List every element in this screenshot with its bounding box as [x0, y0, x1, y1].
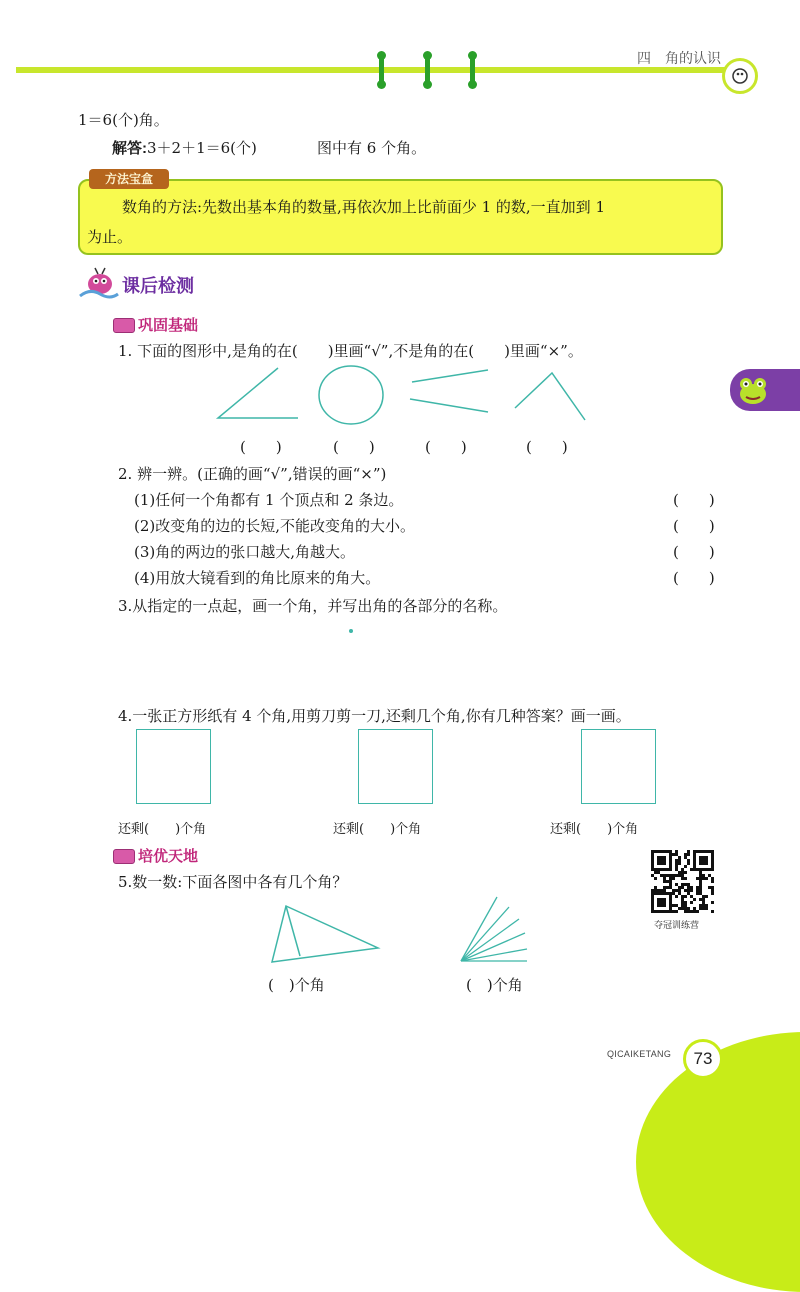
- subsection-title-advanced: 培优天地: [138, 848, 199, 865]
- qr-cell: [705, 895, 708, 898]
- qr-cell: [711, 868, 714, 871]
- qr-cell: [669, 868, 672, 871]
- method-tag: 方法宝盒: [89, 169, 169, 189]
- qr-code-icon[interactable]: [651, 850, 714, 913]
- chapter-title: 四 角的认识: [637, 50, 721, 66]
- answer-blank[interactable]: ( ): [673, 491, 715, 509]
- figure-circle: [319, 366, 383, 424]
- qr-caption: 夺冠训练营: [654, 921, 700, 931]
- page-number: 73: [683, 1039, 723, 1079]
- qr-cell: [711, 892, 714, 895]
- figure-line: [410, 399, 488, 412]
- question-5-text: 5.数一数:下面各图中各有几个角？: [118, 873, 348, 891]
- qr-cell: [687, 853, 690, 856]
- brand-name: QICAIKETANG: [607, 1049, 672, 1059]
- question-2-text: 2. 辨一辨。(正确的画“√”,错误的画“×”): [118, 465, 387, 483]
- qr-cell: [672, 877, 675, 880]
- binder-clip-icon: [379, 53, 384, 87]
- section-title: 课后检测: [122, 276, 194, 296]
- question-3-text: 3.从指定的一点起，画一个角，并写出角的各部分的名称。: [118, 597, 508, 615]
- answer-blank[interactable]: ( ): [240, 438, 282, 456]
- qr-cell: [711, 901, 714, 904]
- answer-line: [112, 138, 257, 159]
- figure-line: [412, 370, 488, 382]
- qr-cell: [684, 871, 687, 874]
- angle-count-label: ( )个角: [466, 976, 523, 994]
- question-4-text: 4.一张正方形纸有 4 个角,用剪刀剪一刀,还剩几个角,你有几种答案？画一画。: [118, 707, 631, 725]
- qr-cell: [711, 910, 714, 913]
- eraser-icon: [113, 849, 135, 864]
- question-2-item: (4)用放大镜看到的角比原来的角大。: [134, 569, 381, 587]
- qr-cell: [663, 904, 666, 907]
- qr-cell: [696, 910, 699, 913]
- qr-cell: [684, 877, 687, 880]
- qr-cell: [690, 889, 693, 892]
- qr-cell: [675, 910, 678, 913]
- answer-blank[interactable]: ( ): [526, 438, 568, 456]
- binder-clip-icon: [425, 53, 430, 87]
- method-text-line2: 为止。: [87, 228, 133, 246]
- qr-cell: [705, 862, 708, 865]
- method-box: [78, 179, 723, 255]
- question-2-item: (2)改变角的边的长短,不能改变角的大小。: [134, 517, 416, 535]
- remaining-angles-label: 还剩( )个角: [118, 822, 207, 837]
- question-2-item: (1)任何一个角都有 1 个顶点和 2 条边。: [134, 491, 404, 509]
- qr-cell: [663, 862, 666, 865]
- qr-cell: [684, 865, 687, 868]
- method-text-line1: 数角的方法:先数出基本角的数量,再依次加上比前面少 1 的数,一直加到 1: [122, 198, 605, 216]
- intro-line: 1＝6(个)角。: [78, 111, 169, 129]
- answer-blank[interactable]: ( ): [333, 438, 375, 456]
- mascot-icon: [722, 58, 758, 94]
- qr-cell: [678, 862, 681, 865]
- subsection-title-basic: 巩固基础: [138, 317, 199, 334]
- answer-calc: 3＋2＋1＝6(个): [147, 139, 257, 157]
- binder-clip-icon: [470, 53, 475, 87]
- side-tab: [730, 369, 800, 411]
- angle-count-label: ( )个角: [268, 976, 325, 994]
- question-5-triangle-figure: [260, 900, 390, 970]
- qr-cell: [675, 895, 678, 898]
- answer-text: 图中有 6 个角。: [317, 139, 427, 157]
- answer-label: 解答:: [112, 140, 147, 157]
- answer-blank[interactable]: ( ): [673, 517, 715, 535]
- square-paper[interactable]: [136, 729, 211, 804]
- qr-cell: [684, 895, 687, 898]
- question-1-text: 1. 下面的图形中,是角的在( )里画“√”,不是角的在( )里画“×”。: [118, 342, 583, 360]
- square-paper[interactable]: [358, 729, 433, 804]
- qr-cell: [693, 898, 696, 901]
- answer-blank[interactable]: ( ): [673, 543, 715, 561]
- answer-blank[interactable]: ( ): [673, 569, 715, 587]
- question-5-fan-figure: [455, 893, 535, 968]
- answer-blank[interactable]: ( ): [425, 438, 467, 456]
- qr-cell: [705, 877, 708, 880]
- eraser-icon: [113, 318, 135, 333]
- remaining-angles-label: 还剩( )个角: [550, 822, 639, 837]
- header-bar: [16, 67, 738, 73]
- bug-mascot-icon: [74, 266, 120, 304]
- figure-angle: [218, 368, 298, 418]
- figure-angle: [515, 373, 585, 420]
- question-1-figures: [200, 360, 600, 430]
- qr-cell: [711, 880, 714, 883]
- start-point[interactable]: [349, 629, 353, 633]
- qr-cell: [654, 877, 657, 880]
- qr-cell: [687, 862, 690, 865]
- remaining-angles-label: 还剩( )个角: [333, 822, 422, 837]
- square-paper[interactable]: [581, 729, 656, 804]
- qr-cell: [690, 901, 693, 904]
- frog-icon: [733, 370, 773, 410]
- qr-cell: [705, 907, 708, 910]
- question-2-item: (3)角的两边的张口越大,角越大。: [134, 543, 356, 561]
